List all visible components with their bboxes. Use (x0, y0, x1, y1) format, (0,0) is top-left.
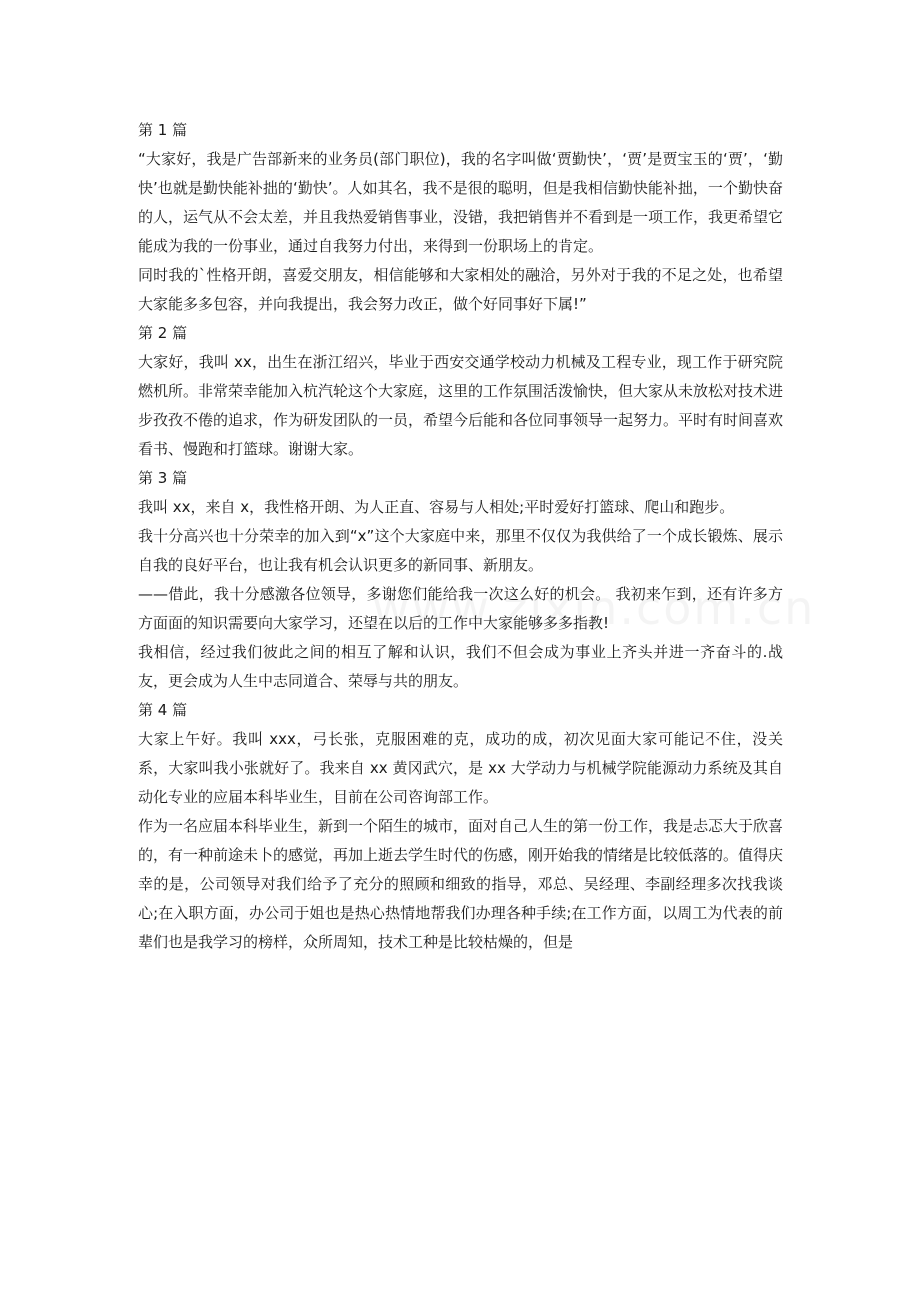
document-body (138, 116, 783, 957)
paragraph: 同时我的`性格开朗，喜爱交朋友，相信能够和大家相处的融洽，另外对于我的不足之处，也希望大家能多多包容，并向我提出，我会努力改正，做个好同事好下属!” (138, 266, 783, 313)
paragraph: 我叫 xx，来自 x，我性格开朗、为人正直、容易与人相处;平时爱好打篮球、爬山和跑步。 (138, 498, 735, 516)
paragraph: “大家好，我是广告部新来的业务员(部门职位)，我的名字叫做‘贾勤快’，‘贾’是贾宝玉的‘贾’，‘勤快’也就是勤快能补拙的‘勤快’。人如其名，我不是很的聪明，但是我相信勤快能补拙，一个勤快奋的人，运气从不会太差，并且我热爱销售事业，没错，我把销售并不看到是一项工作，我更希望它能成为我的一份事业，通过自我努力付出，来得到一份职场上的肯定。 (138, 150, 784, 255)
section-heading: 第 3 篇 (138, 469, 188, 487)
paragraph: 大家好，我叫 xx，出生在浙江绍兴，毕业于西安交通学校动力机械及工程专业，现工作于研究院燃机所。非常荣幸能加入杭汽轮这个大家庭，这里的工作氛围活泼愉快，但大家从未放松对技术进步孜孜不倦的追求，作为研发团队的一员，希望今后能和各位同事领导一起努力。平时有时间喜欢看书、慢跑和打篮球。谢谢大家。 (138, 353, 784, 458)
paragraph: ——借此，我十分感激各位领导，多谢您们能给我一次这么好的机会。 我初来乍到，还有许多方方面面的知识需要向大家学习，还望在以后的工作中大家能够多多指教! (138, 585, 783, 632)
section-3 (138, 464, 783, 696)
section-2 (138, 319, 783, 464)
section-1 (138, 116, 783, 319)
section-4 (138, 696, 783, 957)
section-heading: 第 1 篇 (138, 121, 188, 139)
paragraph: 作为一名应届本科毕业生，新到一个陌生的城市，面对自己人生的第一份工作，我是忐忑大于欣喜的，有一种前途未卜的感觉，再加上逝去学生时代的伤感，刚开始我的情绪是比较低落的。值得庆幸的是，公司领导对我们给予了充分的照顾和细致的指导，邓总、吴经理、李副经理多次找我谈心;在入职方面，办公司于姐也是热心热情地帮我们办理各种手续;在工作方面，以周工为代表的前辈们也是我学习的榜样，众所周知，技术工种是比较枯燥的，但是 (138, 817, 784, 951)
section-heading: 第 2 篇 (138, 324, 188, 342)
paragraph: 我相信，经过我们彼此之间的相互了解和认识，我们不但会成为事业上齐头并进一齐奋斗的.战友，更会成为人生中志同道合、荣辱与共的朋友。 (138, 643, 783, 690)
paragraph: 大家上午好。我叫 xxx，弓长张，克服困难的克，成功的成，初次见面大家可能记不住，没关系，大家叫我小张就好了。我来自 xx 黄冈武穴，是 xx 大学动力与机械学院能源动力系统及其自动化专业的应届本科毕业生，目前在公司咨询部工作。 (138, 730, 783, 806)
paragraph: 我十分高兴也十分荣幸的加入到“x”这个大家庭中来，那里不仅仅为我供给了一个成长锻炼、展示自我的良好平台，也让我有机会认识更多的新同事、新朋友。 (138, 527, 783, 574)
section-heading: 第 4 篇 (138, 701, 188, 719)
